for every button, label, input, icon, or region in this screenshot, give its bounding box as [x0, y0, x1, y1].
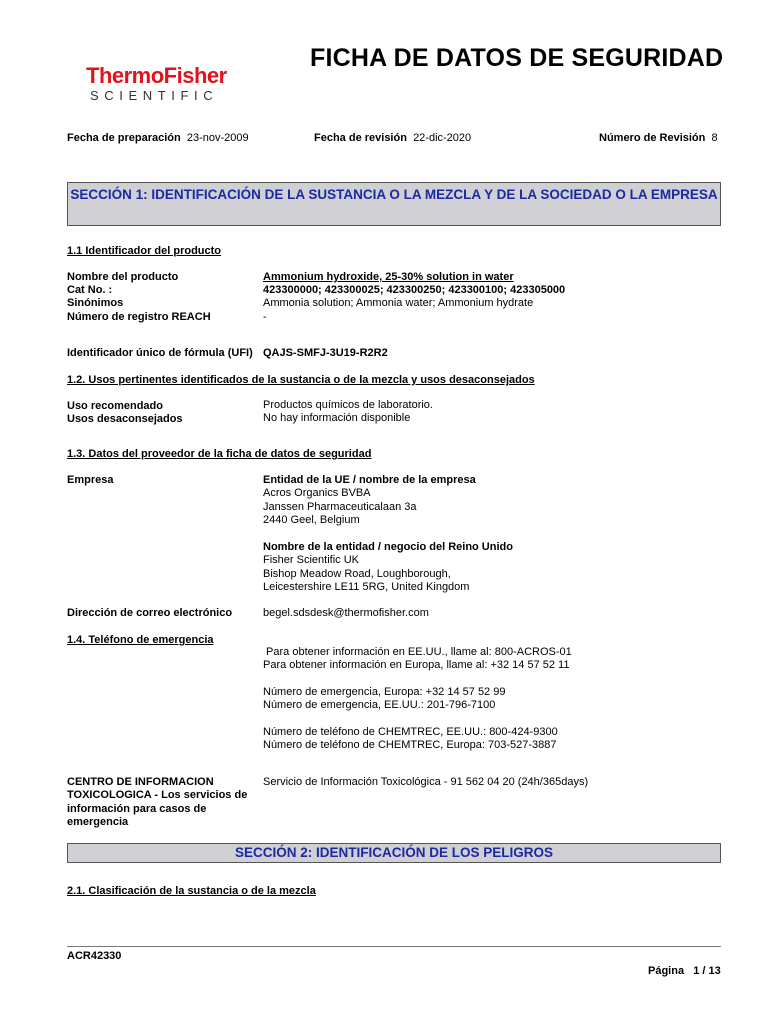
section-1-header: SECCIÓN 1: IDENTIFICACIÓN DE LA SUSTANCIA O LA MEZCLA Y DE LA SOCIEDAD O LA EMPRESA [67, 182, 721, 226]
recommended-use-label: Uso recomendado [67, 400, 163, 412]
footer-divider [67, 946, 721, 947]
subsection-1-2: 1.2. Usos pertinentes identificados de la sustancia o de la mezcla y usos desaconsejados [67, 374, 535, 386]
eu-address-line: 2440 Geel, Belgium [263, 514, 360, 527]
uses-advised-against-value: No hay información disponible [263, 412, 411, 424]
emergency-phone-line: Número de teléfono de CHEMTREC, EE.UU.: 800-424-9300 [263, 726, 558, 738]
email-value[interactable]: begel.sdsdesk@thermofisher.com [263, 607, 429, 619]
toxicology-center-value: Servicio de Información Toxicológica - 91 562 04 20 (24h/365days) [263, 776, 589, 788]
uk-address-line: Bishop Meadow Road, Loughborough, [263, 567, 451, 580]
synonyms-value: Ammonia solution; Ammonia water; Ammonium hydrate [263, 297, 534, 309]
preparation-date [67, 132, 249, 144]
eu-address-line: Acros Organics BVBA [263, 487, 371, 500]
reach-label: Número de registro REACH [67, 311, 211, 323]
toxicology-label-line: información para casos de [67, 802, 207, 815]
uk-address-line: Leicestershire LE11 5RG, United Kingdom [263, 581, 470, 594]
eu-entity-block [263, 474, 476, 528]
subsection-1-4: 1.4. Teléfono de emergencia [67, 634, 214, 646]
revision-date-value: 22-dic-2020 [413, 132, 472, 144]
uk-entity-block [263, 541, 513, 595]
subsection-2-1: 2.1. Clasificación de la sustancia o de la mezcla [67, 885, 316, 897]
revision-number-value: 8 [711, 132, 718, 144]
toxicology-label-line: emergencia [67, 816, 129, 829]
footer-page-number: Página 1 / 13 [648, 965, 721, 977]
revision-date [314, 132, 471, 144]
subsection-1-1: 1.1 Identificador del producto [67, 245, 222, 257]
uk-address-line: Fisher Scientific UK [263, 554, 359, 567]
document-title: FICHA DE DATOS DE SEGURIDAD [310, 44, 724, 72]
revision-number [599, 132, 718, 144]
footer-document-code: ACR42330 [67, 950, 122, 962]
recommended-use-value: Productos químicos de laboratorio. [263, 399, 433, 411]
preparation-date-label: Fecha de preparación [67, 132, 181, 144]
revision-date-label: Fecha de revisión [314, 132, 407, 144]
product-name-value [263, 271, 514, 284]
brand-logo-tagline: SCIENTIFIC [90, 88, 219, 103]
product-name-text: Ammonium hydroxide, 25-30% solution in water [263, 271, 514, 283]
eu-address-line: Janssen Pharmaceuticalaan 3a [263, 500, 417, 513]
uk-entity-heading: Nombre de la entidad / negocio del Reino Unido [263, 541, 513, 553]
product-name-label: Nombre del producto [67, 271, 179, 283]
email-label: Dirección de correo electrónico [67, 607, 233, 619]
eu-entity-heading: Entidad de la UE / nombre de la empresa [263, 474, 476, 486]
emergency-phone-line: Número de emergencia, Europa: +32 14 57 52 99 [263, 686, 506, 698]
cat-no-label: Cat No. : [67, 284, 113, 296]
preparation-date-value: 23-nov-2009 [186, 132, 249, 144]
toxicology-label-line: CENTRO DE INFORMACION [67, 776, 214, 788]
emergency-phone-line: Número de emergencia, EE.UU.: 201-796-7100 [263, 699, 496, 711]
synonyms-label: Sinónimos [67, 297, 124, 309]
ufi-label: Identificador único de fórmula (UFI) [67, 347, 253, 359]
subsection-1-3: 1.3. Datos del proveedor de la ficha de datos de seguridad [67, 448, 372, 460]
emergency-phone-line: Para obtener información en Europa, llame al: +32 14 57 52 11 [263, 659, 570, 671]
revision-number-label: Número de Revisión [599, 132, 706, 144]
company-label: Empresa [67, 474, 114, 486]
cat-no-text: 423300000; 423300025; 423300250; 423300100; 423305000 [263, 284, 566, 296]
emergency-phone-line: Para obtener información en EE.UU., llame al: 800-ACROS-01 [263, 646, 572, 658]
brand-logo: ThermoFisher [86, 63, 227, 88]
reach-value: - [263, 311, 267, 323]
ufi-value [263, 347, 388, 360]
toxicology-center-label [67, 776, 247, 830]
section-2-header: SECCIÓN 2: IDENTIFICACIÓN DE LOS PELIGROS [67, 843, 721, 863]
toxicology-label-line: TOXICOLOGICA - Los servicios de [67, 789, 248, 802]
cat-no-value [263, 284, 565, 297]
ufi-text: QAJS-SMFJ-3U19-R2R2 [263, 347, 388, 359]
emergency-phone-line: Número de teléfono de CHEMTREC, Europa: 703-527-3887 [263, 739, 557, 751]
uses-advised-against-label: Usos desaconsejados [67, 413, 183, 425]
